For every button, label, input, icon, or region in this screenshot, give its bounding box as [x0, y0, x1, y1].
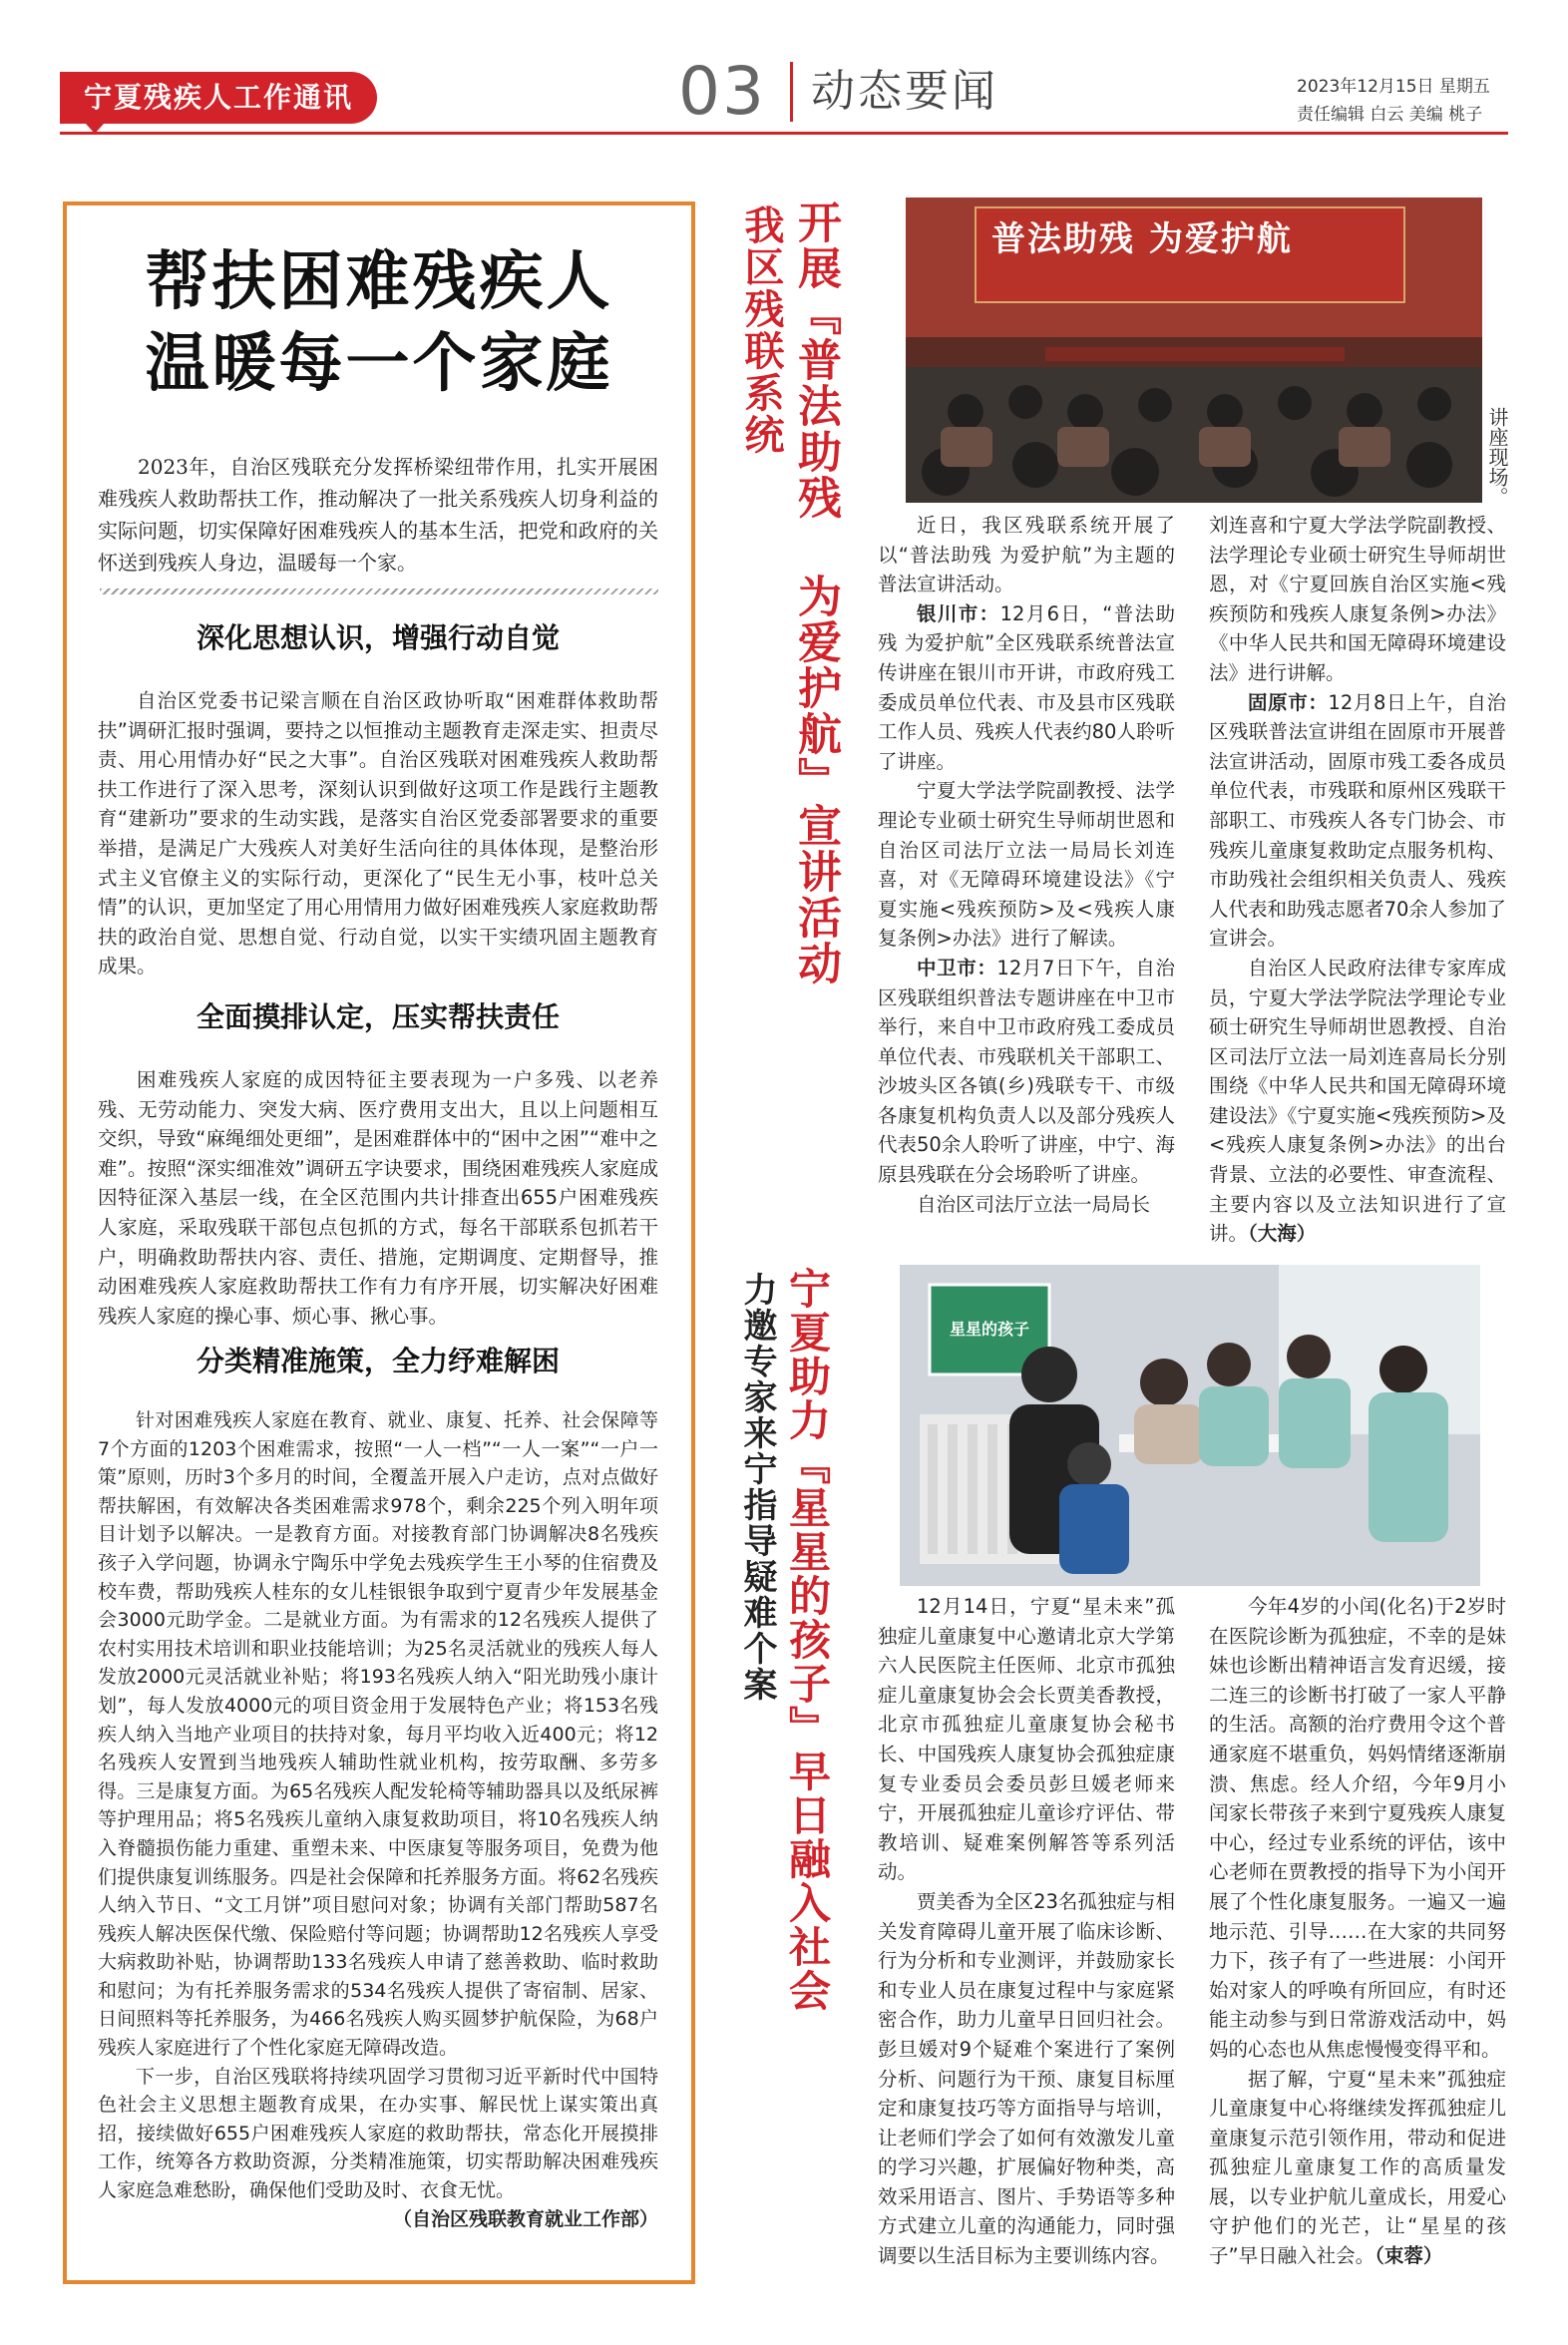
article2-subheadline: 我区残联系统 [738, 204, 784, 456]
article2-column-2 [1209, 511, 1506, 1249]
article3-column-2 [1209, 1592, 1506, 2271]
paragraph [878, 511, 1175, 599]
paragraph-lead: 银川市： [917, 601, 1000, 625]
paragraph [1209, 511, 1506, 688]
paragraph [1209, 2065, 1506, 2271]
signature: （自治区残联教育就业工作部） [392, 2207, 658, 2230]
paragraph-text: 贾美香为全区23名孤独症与相关发育障碍儿童开展了临床诊断、行为分析和专业测评，并鼓励家长和专业人员在康复过程中与家庭紧密合作，助力儿童早日回归社会。彭旦媛对9个疑难个案进行了案例分析、问题行为干预、康复目标厘定和康复技巧等方面指导与培训，让老师们学会了如何有效激发儿童的学习兴趣，扩展偏好物种类，高效采用语言、图片、手势语等多种方式建立儿童的沟通能力，同时强调要以生活目标为主要训练内容。 [878, 1889, 1175, 2268]
paragraph: 下一步，自治区残联将持续巩固学习贯彻习近平新时代中国特色社会主义思想主题教育成果，在办实事、解民忧上谋实策出真招，接续做好655户困难残疾人家庭的救助帮扶，常态化开展摸排工作，统筹各方救助资源，分类精准施策，切实帮助解决困难残疾人家庭急难愁盼，确保他们受助及时、衣食无忧。 [98, 2065, 658, 2202]
paragraph [878, 954, 1175, 1190]
headline-line-1: 帮扶困难残疾人 [145, 245, 613, 319]
paragraph-text: 自治区司法厅立法一局局长 [917, 1192, 1151, 1216]
paragraph-text: 据了解，宁夏“星未来”孤独症儿童康复中心将继续发挥孤独症儿童康复示范引领作用，带动和促进孤独症儿童康复工作的高质量发展，以专业护航儿童成长，用爱心守护他们的光芒，让“星星的孩子”早日融入社会。 [1209, 2067, 1506, 2268]
paragraph-text: 12月14日，宁夏“星未来”孤独症儿童康复中心邀请北京大学第六人民医院主任医师、北京市孤独症儿童康复协会会长贾美香教授，北京市孤独症儿童康复协会秘书长、中国残疾人康复协会孤独症康复专业委员会委员彭旦媛老师来宁，开展孤独症儿童诊疗评估、带教培训、疑难案例解答等系列活动。 [878, 1595, 1175, 1884]
section-body-1 [98, 686, 658, 981]
article3-headline: 宁夏助力『星星的孩子』早日融入社会 [783, 1267, 832, 2013]
article3-column-1 [878, 1592, 1175, 2271]
byline [98, 2205, 658, 2234]
paragraph-text: 今年4岁的小闰(化名)于2岁时在医院诊断为孤独症，不幸的是妹妹也诊断出精神语言发育迟缓，接二连三的诊断书打破了一家人平静的生活。高额的治疗费用令这个普通家庭不堪重负，妈妈情绪逐渐崩溃、焦虑。经人介绍，今年9月小闰家长带孩子来到宁夏残疾人康复中心，经过专业系统的评估，该中心老师在贾教授的指导下为小闰开展了个性化康复服务。一遍又一遍地示范、引导……在大家的共同努力下，孩子有了一些进展：小闰开始对家人的呼唤有所回应，有时还能主动参与到日常游戏活动中，妈妈的心态也从焦虑慢慢变得平和。 [1209, 1595, 1506, 2061]
photo-banner-text: 普法助残 为爱护航 [991, 219, 1293, 259]
lead-divider [100, 588, 658, 594]
lecture-photo [906, 197, 1482, 503]
paragraph-lead: 固原市： [1248, 690, 1329, 714]
section-heading-2: 全面摸排认定，压实帮扶责任 [196, 1000, 560, 1033]
article3-subheadline: 力邀专家来宁指导疑难个案 [737, 1272, 777, 1703]
paragraph: 针对困难残疾人家庭在教育、就业、康复、托养、社会保障等7个方面的1203个困难需求，按照“一人一档”“一人一案”“一户一策”原则，历时3个多月的时间，全覆盖开展入户走访，点对点做好帮扶解困，有效解决各类困难需求978个，剩余225个列入明年项目计划予以解决。一是教育方面。对接教育部门协调解决8名残疾孩子入学问题，协调永宁陶乐中学免去残疾学生王小琴的住宿费及校车费，帮助残疾人桂东的女儿桂银银争取到宁夏青少年发展基金会3000元助学金。二是就业方面。为有需求的12名残疾人提供了农村实用技术培训和职业技能培训；为25名灵活就业的残疾人每人发放2000元灵活就业补贴；将193名残疾人纳入“阳光助残小康计划”，每人发放4000元的项目资金用于发展特色产业；将153名残疾人纳入当地产业项目的扶持对象，每月平均收入近400元；将12名残疾人安置到当地残疾人辅助性就业机构，按劳取酬、多劳多得。三是康复方面。为65名残疾人配发轮椅等辅助器具以及纸尿裤等护理用品；将5名残疾儿童纳入康复救助项目，将10名残疾人纳入脊髓损伤能力重建、重塑未来、中医康复等服务项目，免费为他们提供康复训练服务。四是社会保障和托养服务方面。将62名残疾人纳入节日、“文工月饼”项目慰问对象；协调有关部门帮助587名残疾人解决医保代缴、保险赔付等问题；协调帮助12名残疾人享受大病救助补贴，协调帮助133名残疾人申请了慈善救助、临时救助和慰问；为有托养服务需求的534名残疾人提供了寄宿制、居家、日间照料等托养服务，为466名残疾人购买圆梦护航保险，为68户残疾人家庭进行了个性化家庭无障碍改造。 [98, 1409, 658, 2060]
photo-caption: 讲座现场。 [1485, 407, 1509, 507]
paragraph-text: 刘连喜和宁夏大学法学院副教授、法学理论专业硕士研究生导师胡世恩，对《宁夏回族自治区实施<残疾预防和残疾人康复条例>办法》《中华人民共和国无障碍环境建设法》进行讲解。 [1209, 514, 1506, 684]
article2-column-1 [878, 511, 1175, 1219]
headline-line-2: 温暖每一个家庭 [145, 327, 613, 401]
page-number: 03 [678, 53, 766, 130]
paragraph [1209, 1592, 1506, 2065]
section-title: 动态要闻 [790, 62, 998, 122]
section-body-3 [98, 1406, 658, 2233]
paragraph-text: 12月6日，“普法助残 为爱护航”全区残联系统普法宣传讲座在银川市开讲，市政府残工委成员单位代表、市及县市区残联工作人员、残疾人代表约80人聆听了讲座。 [878, 601, 1175, 773]
paragraph-text: 12月7日下午，自治区残联组织普法专题讲座在中卫市举行，来自中卫市政府残工委成员单位代表、市残联机关干部职工、沙坡头区各镇(乡)残联专干、市级各康复机构负责人以及部分残疾人代表50余人聆听了讲座，中宁、海原县残联在分会场聆听了讲座。 [878, 956, 1175, 1187]
signature: （束蓉） [1374, 2244, 1443, 2268]
paragraph [878, 1887, 1175, 2271]
clinic-scene-illustration [900, 1265, 1480, 1586]
paragraph-text: 近日，我区残联系统开展了以“普法助残 为爱护航”为主题的普法宣讲活动。 [878, 514, 1175, 596]
header-rule [60, 132, 1508, 135]
left-article-lead: 2023年，自治区残联充分发挥桥梁纽带作用，扎实开展困难残疾人救助帮扶工作，推动解决了一批关系残疾人切身利益的实际问题，切实保障好困难残疾人的基本生活，把党和政府的关怀送到残疾人身边，温暖每一个家。 [98, 455, 658, 575]
section-heading-1: 深化思想认识，增强行动自觉 [196, 621, 560, 654]
paragraph-text: 12月8日上午，自治区残联普法宣讲组在固原市开展普法宣讲活动，固原市残工委各成员单位代表，市残联和原州区残联干部职工、市残疾人各专门协会、市残疾儿童康复救助定点服务机构、市助残社会组织相关负责人、残疾人代表和助残志愿者70余人参加了宣讲会。 [1209, 690, 1506, 951]
article2-headline: 开展『普法助残 为爱护航』宣讲活动 [790, 199, 841, 986]
masthead-title: 宁夏残疾人工作通讯 [83, 81, 353, 114]
paragraph [878, 1190, 1175, 1220]
paragraph [878, 776, 1175, 954]
paragraph [1209, 954, 1506, 1249]
editor-credits: 责任编辑 白云 美编 桃子 [1297, 105, 1483, 125]
paragraph: 自治区党委书记梁言顺在自治区政协听取“困难群体救助帮扶”调研汇报时强调，要持之以恒推动主题教育走深走实、担责尽责、用心用情办好“民之大事”。自治区残联对困难残疾人救助帮扶工作进行了深入思考，深刻认识到做好这项工作是践行主题教育“建新功”要求的生动实践，是落实自治区党委部署要求的重要举措，是满足广大残疾人对美好生活向往的具体体现，是整治形式主义官僚主义的实际行动，更深化了“民生无小事，枝叶总关情”的认识，更加坚定了用心用情用力做好困难残疾人家庭救助帮扶的政治自觉、思想自觉、行动自觉，以实干实绩巩固主题教育成果。 [98, 689, 658, 978]
paragraph [1209, 688, 1506, 954]
left-article-headline [63, 241, 695, 405]
paragraph: 困难残疾人家庭的成因特征主要表现为一户多残、以老养残、无劳动能力、突发大病、医疗费用支出大，且以上问题相互交织，导致“麻绳细处更细”，是困难群体中的“困中之困”“难中之难”。按照“深实细准效”调研五字诀要求，围绕困难残疾人家庭成因特征深入基层一线，在全区范围内共计排查出655户困难残疾人家庭，采取残联干部包点包抓的方式，每名干部联系包抓若干户，明确救助帮扶内容、责任、措施，定期调度、定期督导，推动困难残疾人家庭救助帮扶工作有力有序开展，切实解决好困难残疾人家庭的操心事、烦心事、揪心事。 [98, 1068, 658, 1328]
section-heading-3: 分类精准施策，全力纾难解困 [196, 1345, 560, 1377]
clinic-photo [900, 1265, 1480, 1586]
paragraph [878, 599, 1175, 777]
paragraph [878, 1592, 1175, 1887]
section-body-2 [98, 1065, 658, 1331]
masthead-banner [60, 72, 377, 124]
signature: （大海） [1248, 1222, 1317, 1246]
photo-sign-text: 星星的孩子 [949, 1320, 1029, 1339]
paragraph-lead: 中卫市： [917, 956, 997, 979]
paragraph-text: 自治区人民政府法律专家库成员，宁夏大学法学院法学理论专业硕士研究生导师胡世恩教授、自治区司法厅立法一局刘连喜局长分别围绕《中华人民共和国无障碍环境建设法》《宁夏实施<残疾预防>及<残疾人康复条例>办法》的出台背景、立法的必要性、审查流程、主要内容以及立法知识进行了宣讲。 [1209, 956, 1506, 1246]
issue-date: 2023年12月15日 星期五 [1297, 77, 1490, 97]
paragraph-text: 宁夏大学法学院副教授、法学理论专业硕士研究生导师胡世恩和自治区司法厅立法一局局长刘连喜，对《无障碍环境建设法》《宁夏实施<残疾预防>及<残疾人康复条例>办法》进行了解读。 [878, 779, 1175, 951]
